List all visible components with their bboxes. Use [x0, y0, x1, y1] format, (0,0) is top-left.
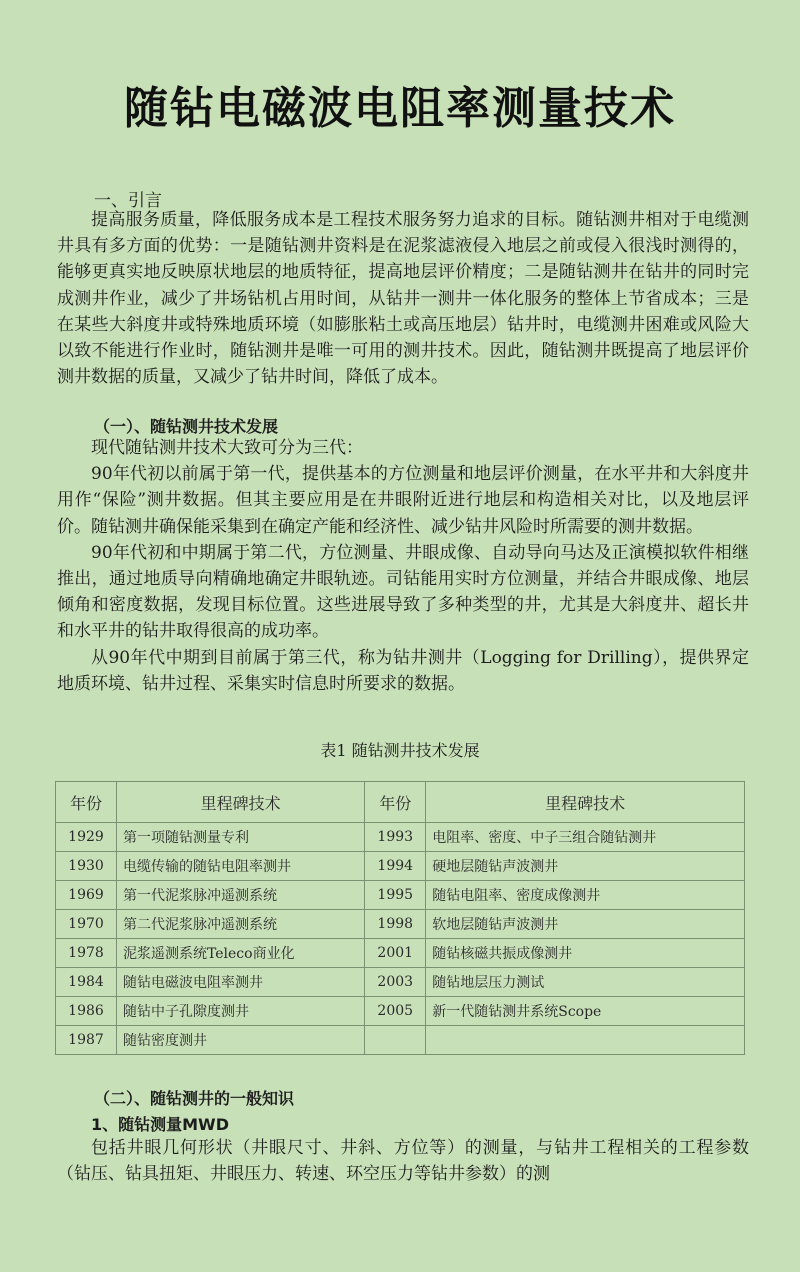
table-row — [56, 1026, 745, 1055]
milestone-cell: 泥浆遥测系统Teleco商业化 — [117, 939, 365, 968]
table-row — [56, 910, 745, 939]
year-cell: 1987 — [56, 1026, 117, 1055]
table-header-row — [56, 782, 745, 823]
milestone-cell: 硬地层随钻声波测井 — [426, 852, 745, 881]
table-row — [56, 968, 745, 997]
header-year: 年份 — [56, 782, 117, 823]
table-row — [56, 823, 745, 852]
milestone-cell: 电缆传输的随钻电阻率测井 — [117, 852, 365, 881]
year-cell: 1994 — [365, 852, 426, 881]
year-cell: 1986 — [56, 997, 117, 1026]
year-cell: 1993 — [365, 823, 426, 852]
development-body — [57, 435, 749, 697]
year-cell: 2003 — [365, 968, 426, 997]
year-cell: 1984 — [56, 968, 117, 997]
milestone-cell: 第一代泥浆脉冲遥测系统 — [117, 881, 365, 910]
year-cell: 1995 — [365, 881, 426, 910]
milestone-cell: 随钻电磁波电阻率测井 — [117, 968, 365, 997]
milestone-cell: 随钻中子孔隙度测井 — [117, 997, 365, 1026]
paragraph: 从90年代中期到目前属于第三代，称为钻井测井（Logging for Drilling），提供界定地质环境、钻井过程、采集实时信息时所要求的数据。 — [57, 647, 749, 694]
item-heading-mwd: 1、随钻测量MWD — [91, 1115, 229, 1134]
year-cell: 2005 — [365, 997, 426, 1026]
table-caption: 表1 随钻测井技术发展 — [320, 741, 480, 760]
header-year: 年份 — [365, 782, 426, 823]
section-heading-introduction: 一、引言 — [94, 191, 162, 211]
year-cell: 1978 — [56, 939, 117, 968]
year-cell: 1929 — [56, 823, 117, 852]
milestone-cell: 软地层随钻声波测井 — [426, 910, 745, 939]
paragraph: 提高服务质量，降低服务成本是工程技术服务努力追求的目标。随钻测井相对于电缆测井具有多方面的优势：一是随钻测井资料是在泥浆滤液侵入地层之前或侵入很浅时测得的，能够更真实地反映原状地层的地质特征，提高地层评价精度；二是随钻测井在钻井的同时完成测井作业，减少了井场钻机占用时间，从钻井一测井一体化服务的整体上节省成本；三是在某些大斜度井或特殊地质环境（如膨胀粘土或高压地层）钻井时，电缆测井困难或风险大以致不能进行作业时，随钻测井是唯一可用的测井技术。因此，随钻测井既提高了地层评价测井数据的质量，又减少了钻井时间，降低了成本。 — [57, 210, 749, 388]
milestone-table — [55, 781, 745, 1055]
table-row — [56, 881, 745, 910]
milestone-cell: 随钻地层压力测试 — [426, 968, 745, 997]
milestone-cell — [426, 1026, 745, 1055]
table-row — [56, 939, 745, 968]
year-cell: 1930 — [56, 852, 117, 881]
paragraph: 包括井眼几何形状（井眼尺寸、井斜、方位等）的测量，与钻井工程相关的工程参数（钻压、钻具扭矩、井眼压力、转速、环空压力等钻井参数）的测 — [57, 1138, 749, 1185]
milestone-cell: 随钻核磁共振成像测井 — [426, 939, 745, 968]
table-row — [56, 852, 745, 881]
milestone-cell: 随钻电阻率、密度成像测井 — [426, 881, 745, 910]
document-title: 随钻电磁波电阻率测量技术 — [124, 83, 676, 134]
year-cell: 1969 — [56, 881, 117, 910]
header-milestone: 里程碑技术 — [117, 782, 365, 823]
milestone-cell: 第二代泥浆脉冲遥测系统 — [117, 910, 365, 939]
milestone-cell: 新一代随钻测井系统Scope — [426, 997, 745, 1026]
table-row — [56, 997, 745, 1026]
year-cell: 1970 — [56, 910, 117, 939]
header-milestone: 里程碑技术 — [426, 782, 745, 823]
year-cell — [365, 1026, 426, 1055]
milestone-cell: 随钻密度测井 — [117, 1026, 365, 1055]
subsection-heading-general-knowledge: （二）、随钻测井的一般知识 — [94, 1089, 295, 1108]
milestone-cell: 第一项随钻测量专利 — [117, 823, 365, 852]
year-cell: 2001 — [365, 939, 426, 968]
year-cell: 1998 — [365, 910, 426, 939]
mwd-body — [57, 1135, 749, 1187]
introduction-body — [57, 207, 749, 390]
paragraph: 90年代初以前属于第一代，提供基本的方位测量和地层评价测量，在水平井和大斜度井用作“保险”测井数据。但其主要应用是在井眼附近进行地层和构造相关对比，以及地层评价。随钻测井确保能采集到在确定产能和经济性、减少钻井风险时所需要的测井数据。 — [57, 464, 749, 537]
milestone-cell: 电阻率、密度、中子三组合随钻测井 — [426, 823, 745, 852]
paragraph: 90年代初和中期属于第二代，方位测量、井眼成像、自动导向马达及正演模拟软件相继推出，通过地质导向精确地确定井眼轨迹。司钻能用实时方位测量，并结合井眼成像、地层倾角和密度数据，发现目标位置。这些进展导致了多种类型的井，尤其是大斜度井、超长井和水平井的钻井取得很高的成功率。 — [57, 542, 749, 642]
paragraph: 现代随钻测井技术大致可分为三代： — [91, 438, 363, 458]
subsection-heading-development: （一）、随钻测井技术发展 — [94, 417, 279, 436]
